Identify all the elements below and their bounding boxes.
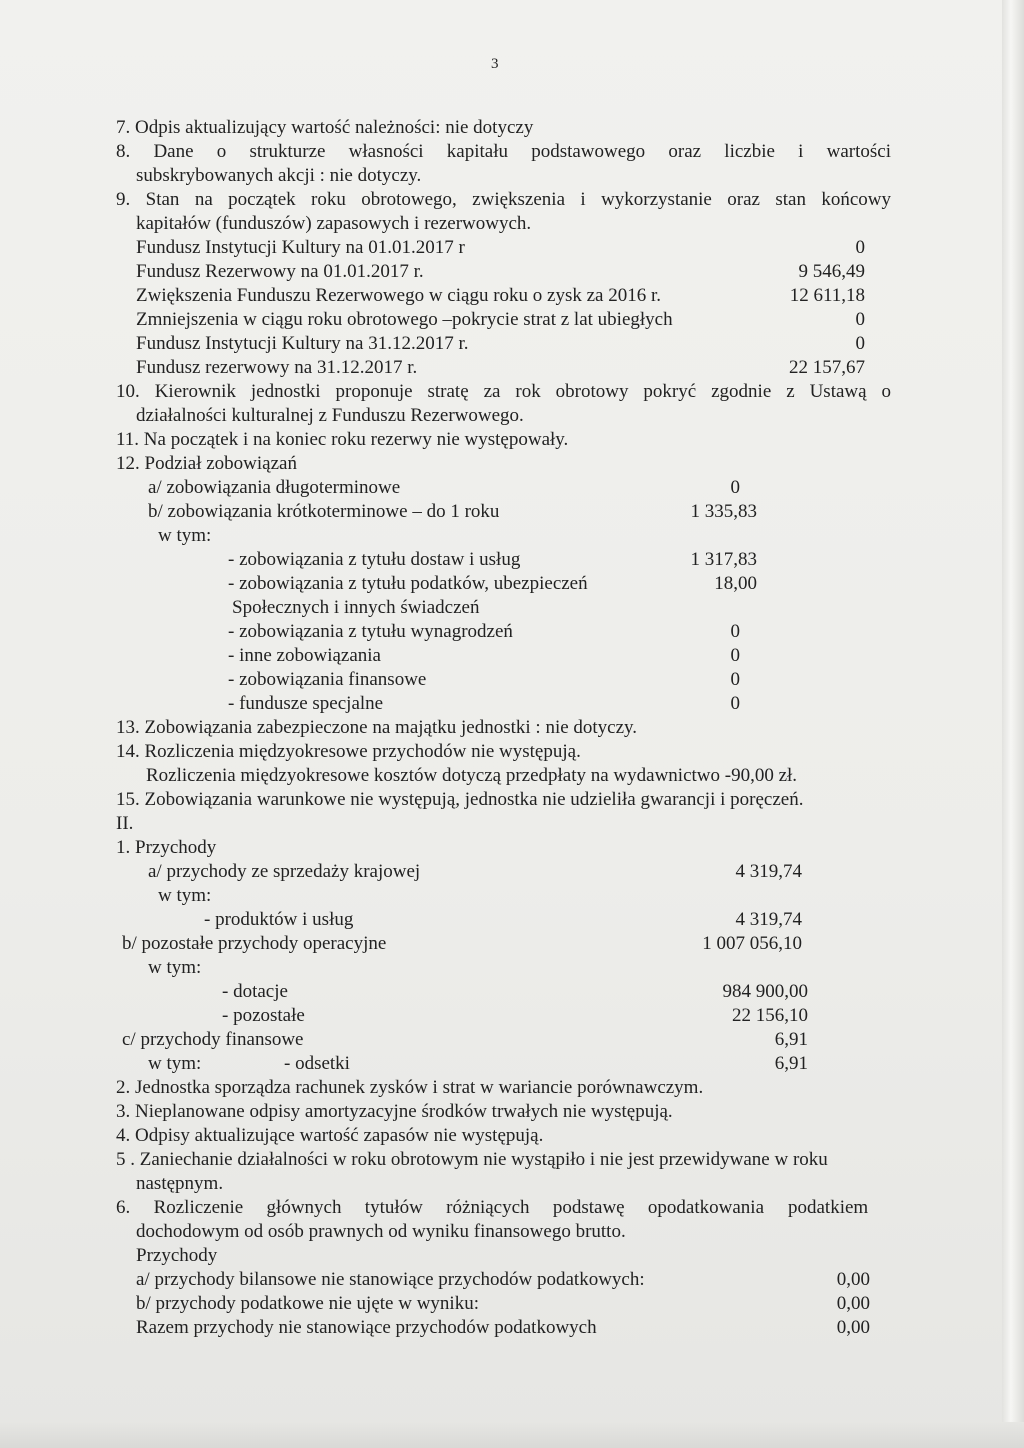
item-8-line2: subskrybowanych akcji : nie dotyczy. — [136, 165, 422, 186]
fund-ik-start-value: 0 — [855, 237, 865, 258]
rev-other-op-value: 1 007 056,10 — [702, 933, 802, 954]
item-II-6-line2: dochodowym od osób prawnych od wyniku finansowego brutto. — [136, 1221, 626, 1242]
item-II-5-line1: 5 . Zaniechanie działalności w roku obrotowym nie wystąpiło i nie jest przewidywane w roku — [116, 1149, 828, 1170]
liab-special-value: 0 — [730, 693, 740, 714]
rev-other-op-label: b/ pozostałe przychody operacyjne — [122, 933, 387, 954]
liab-longterm-value: 0 — [730, 477, 740, 498]
fund-decrease-value: 0 — [855, 309, 865, 330]
fund-rez-start-value: 9 546,49 — [798, 261, 865, 282]
item-II-3: 3. Nieplanowane odpisy amortyzacyjne środków trwałych nie występują. — [116, 1101, 673, 1122]
page-edge-right — [1002, 0, 1024, 1448]
rev-grants-value: 984 900,00 — [722, 981, 808, 1002]
liab-financial-label: - zobowiązania finansowe — [228, 669, 427, 690]
item-7: 7. Odpis aktualizujący wartość należności: nie dotyczy — [116, 117, 534, 138]
liab-wages-value: 0 — [730, 621, 740, 642]
liab-shortterm-value: 1 335,83 — [690, 501, 757, 522]
liab-supplies-value: 1 317,83 — [690, 549, 757, 570]
liab-longterm-label: a/ zobowiązania długoterminowe — [148, 477, 401, 498]
item-12: 12. Podział zobowiązań — [116, 453, 297, 474]
fund-rez-end-label: Fundusz rezerwowy na 31.12.2017 r. — [136, 357, 418, 378]
liab-other-label: - inne zobowiązania — [228, 645, 381, 666]
item-II-2: 2. Jednostka sporządza rachunek zysków i strat w wariancie porównawczym. — [116, 1077, 704, 1098]
rev-wtym-3: w tym: — [148, 1053, 202, 1074]
page-edge-bottom — [0, 1422, 1024, 1448]
fund-ik-start-label: Fundusz Instytucji Kultury na 01.01.2017 r — [136, 237, 465, 258]
item-14: 14. Rozliczenia międzyokresowe przychodów nie występują. — [116, 741, 581, 762]
rev-products-label: - produktów i usług — [204, 909, 354, 930]
item-14-line2: Rozliczenia międzyokresowe kosztów dotyczą przedpłaty na wydawnictwo -90,00 zł. — [146, 765, 798, 786]
rev-domestic-label: a/ przychody ze sprzedaży krajowej — [148, 861, 421, 882]
liab-shortterm-label: b/ zobowiązania krótkoterminowe – do 1 roku — [148, 501, 500, 522]
section-II: II. — [116, 813, 134, 834]
rev-grants-label: - dotacje — [222, 981, 288, 1002]
liab-financial-value: 0 — [730, 669, 740, 690]
item-15: 15. Zobowiązania warunkowe nie występują, jednostka nie udzieliła gwarancji i poręczeń. — [116, 789, 804, 810]
rev-domestic-value: 4 319,74 — [735, 861, 802, 882]
tax-revenue-heading: Przychody — [136, 1245, 218, 1266]
rev-interest-value: 6,91 — [774, 1053, 808, 1074]
item-II-6-line1-end: podatkiem — [788, 1197, 869, 1218]
item-13: 13. Zobowiązania zabezpieczone na majątku jednostki : nie dotyczy. — [116, 717, 638, 738]
liab-wtym: w tym: — [158, 525, 212, 546]
fund-rez-end-value: 22 157,67 — [789, 357, 865, 378]
liab-taxes-label-cont: Społecznych i innych świadczeń — [232, 597, 480, 618]
rev-products-value: 4 319,74 — [735, 909, 802, 930]
item-10-line2: działalności kulturalnej z Funduszu Rezerwowego. — [136, 405, 524, 426]
rev-interest-label: - odsetki — [284, 1053, 350, 1074]
rev-remaining-value: 22 156,10 — [732, 1005, 808, 1026]
item-9-line1: 9. Stan na początek roku obrotowego, zwiększenia i wykorzystanie oraz stan końcowy — [116, 189, 891, 210]
rev-financial-value: 6,91 — [774, 1029, 808, 1050]
liab-taxes-label: - zobowiązania z tytułu podatków, ubezpieczeń — [228, 573, 588, 594]
item-11: 11. Na początek i na koniec roku rezerwy nie występowały. — [116, 429, 569, 450]
tax-rev-total-label: Razem przychody nie stanowiące przychodów podatkowych — [136, 1317, 597, 1338]
item-II-5-line2: następnym. — [136, 1173, 224, 1194]
rev-wtym-1: w tym: — [158, 885, 212, 906]
item-II-4: 4. Odpisy aktualizujące wartość zapasów nie występują. — [116, 1125, 544, 1146]
fund-rez-increase-label: Zwiększenia Funduszu Rezerwowego w ciągu roku o zysk za 2016 r. — [136, 285, 661, 306]
item-9-line2: kapitałów (funduszów) zapasowych i rezerwowych. — [136, 213, 532, 234]
rev-heading: 1. Przychody — [116, 837, 217, 858]
fund-ik-end-value: 0 — [855, 333, 865, 354]
liab-other-value: 0 — [730, 645, 740, 666]
rev-remaining-label: - pozostałe — [222, 1005, 305, 1026]
item-II-6-line1: 6. Rozliczenie głównych tytułów różniących podstawę opodatkowania — [116, 1197, 764, 1218]
rev-financial-label: c/ przychody finansowe — [122, 1029, 304, 1050]
fund-rez-increase-value: 12 611,18 — [789, 285, 865, 306]
tax-rev-balance-value: 0,00 — [836, 1269, 870, 1290]
liab-special-label: - fundusze specjalne — [228, 693, 384, 714]
rev-wtym-2: w tym: — [148, 957, 202, 978]
tax-rev-total-value: 0,00 — [836, 1317, 870, 1338]
liab-wages-label: - zobowiązania z tytułu wynagrodzeń — [228, 621, 513, 642]
fund-ik-end-label: Fundusz Instytucji Kultury na 31.12.2017 r. — [136, 333, 469, 354]
tax-rev-notincluded-label: b/ przychody podatkowe nie ujęte w wyniku: — [136, 1293, 479, 1314]
fund-rez-start-label: Fundusz Rezerwowy na 01.01.2017 r. — [136, 261, 424, 282]
item-8-line1: 8. Dane o strukturze własności kapitału podstawowego oraz liczbie i wartości — [116, 141, 891, 162]
item-10-line1: 10. Kierownik jednostki proponuje stratę za rok obrotowy pokryć zgodnie z Ustawą o — [116, 381, 891, 402]
liab-supplies-label: - zobowiązania z tytułu dostaw i usług — [228, 549, 521, 570]
liab-taxes-value: 18,00 — [714, 573, 757, 594]
tax-rev-notincluded-value: 0,00 — [836, 1293, 870, 1314]
page-number: 3 — [491, 56, 499, 72]
fund-decrease-label: Zmniejszenia w ciągu roku obrotowego –pokrycie strat z lat ubiegłych — [136, 309, 673, 330]
tax-rev-balance-label: a/ przychody bilansowe nie stanowiące przychodów podatkowych: — [136, 1269, 645, 1290]
